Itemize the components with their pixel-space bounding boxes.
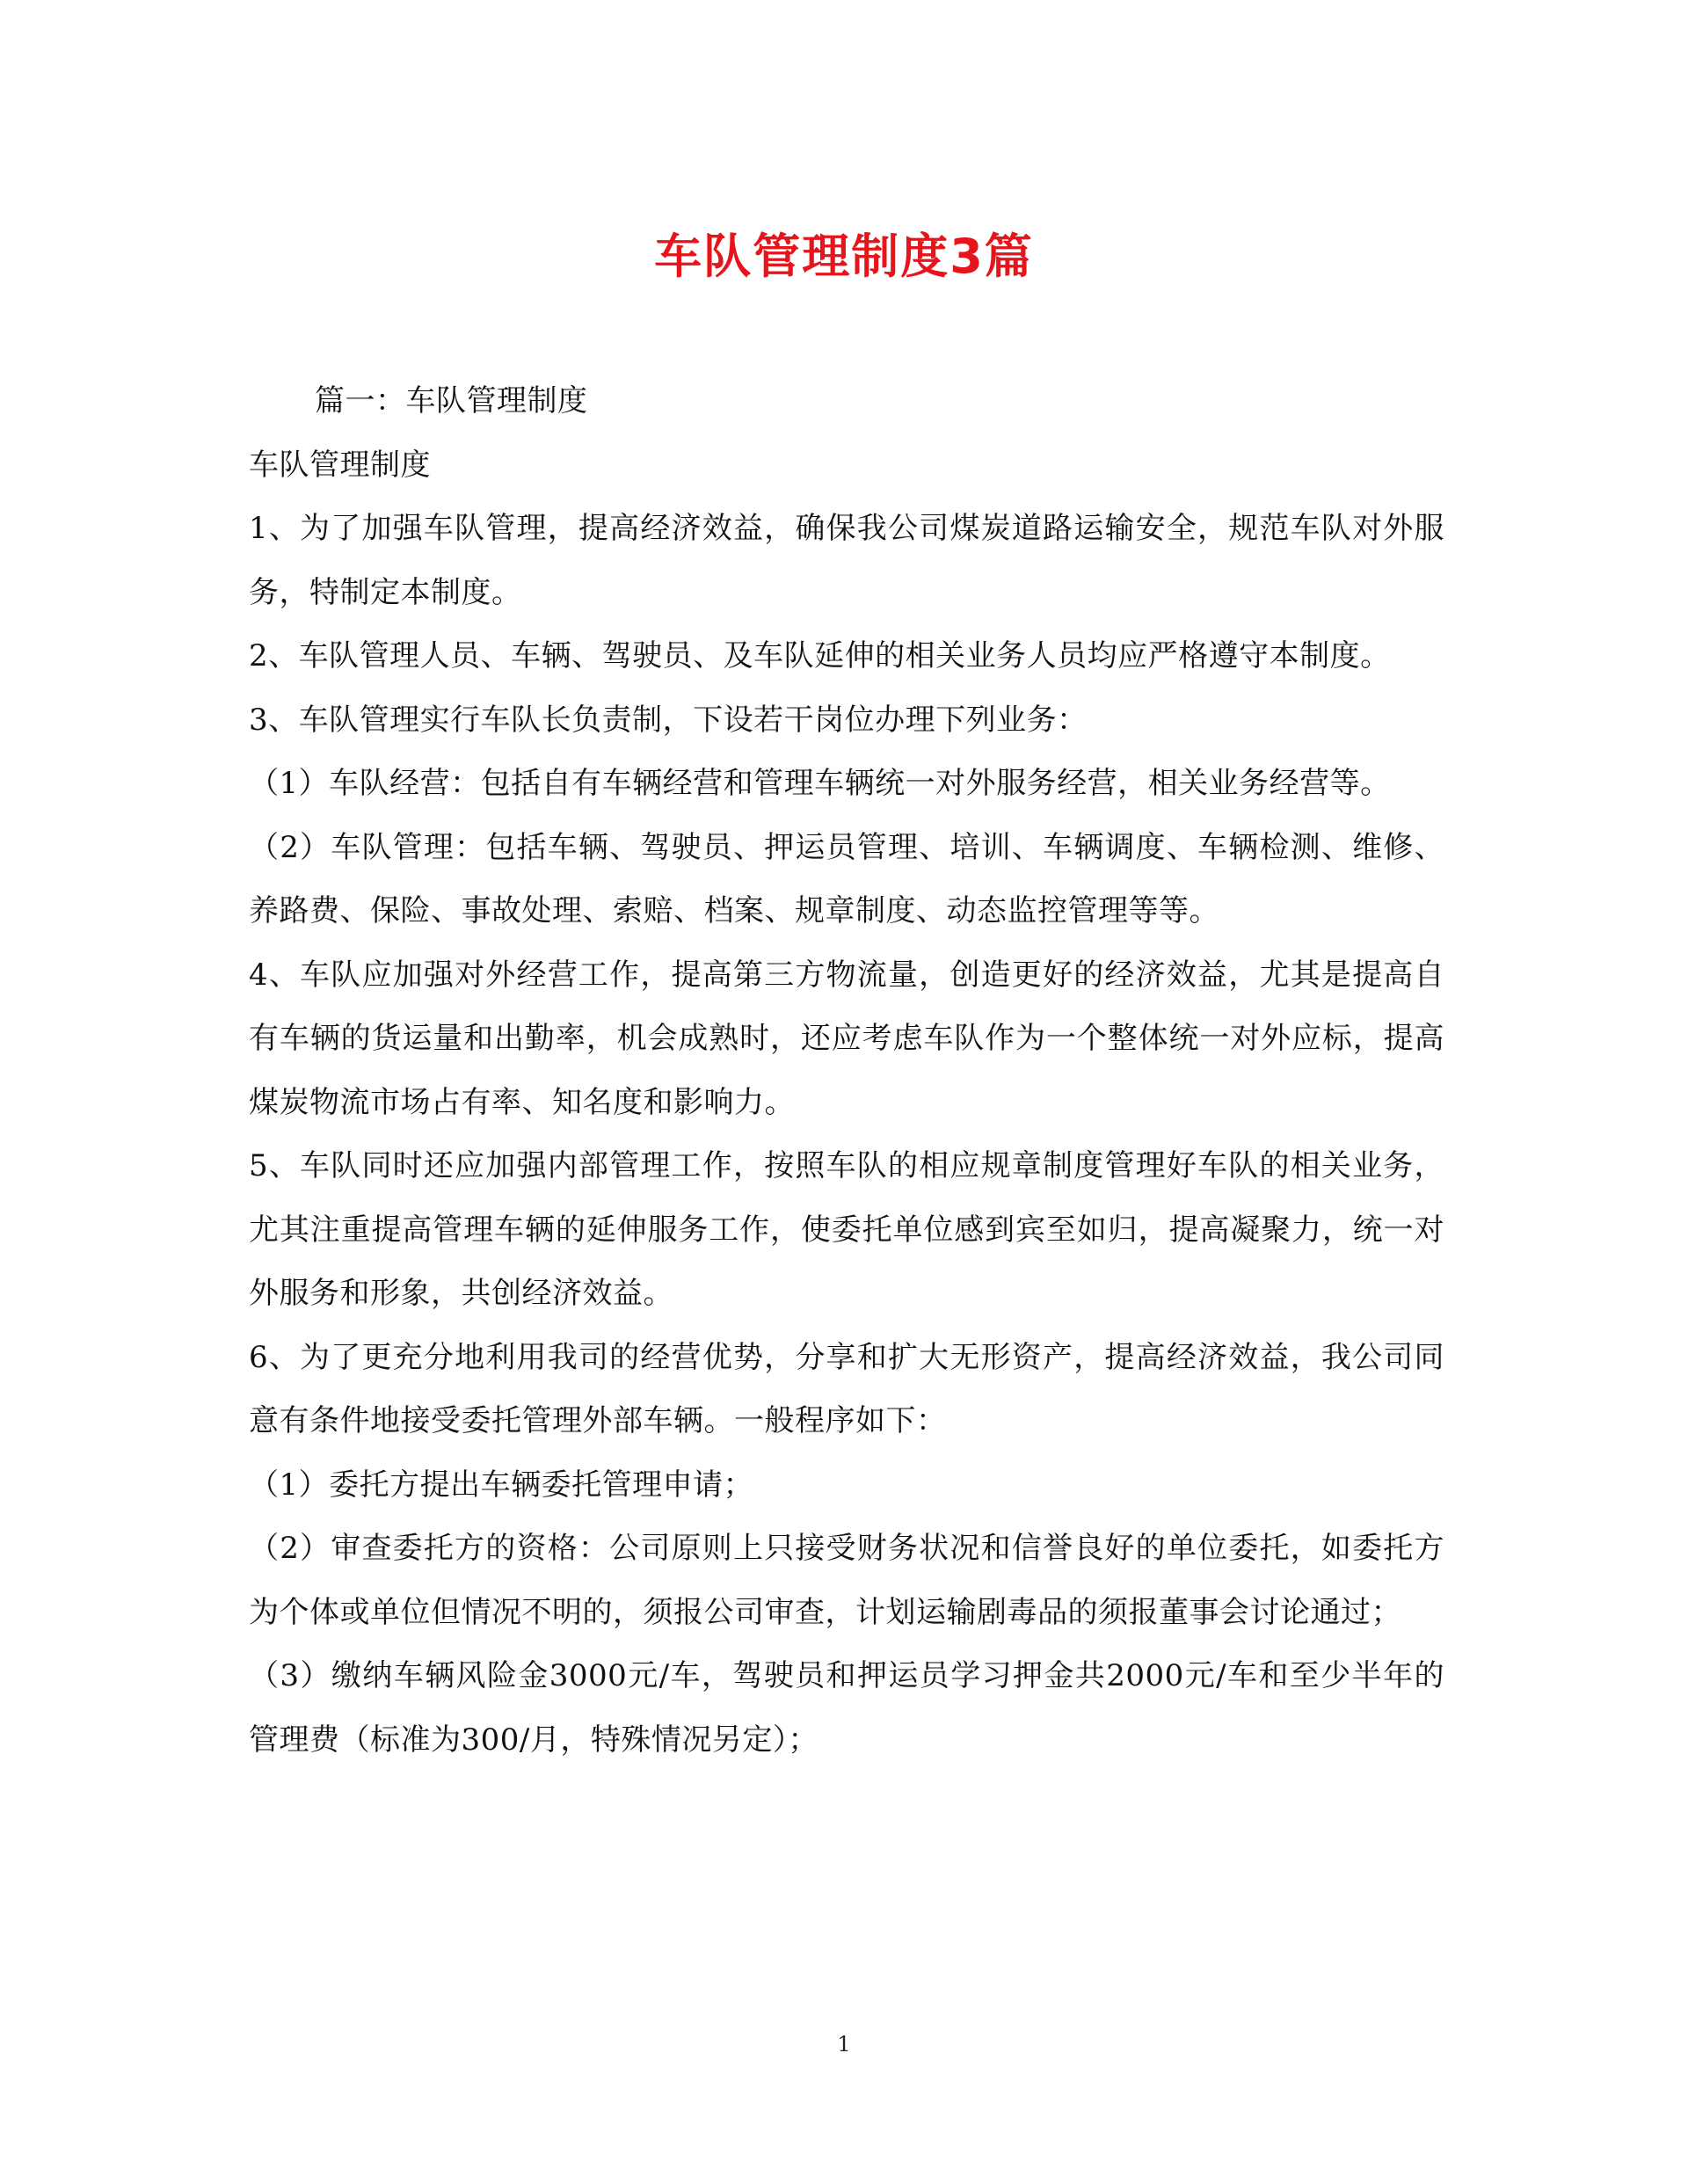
paragraph-subitem-3-1: （1）车队经营：包括自有车辆经营和管理车辆统一对外服务经营，相关业务经营等。 — [249, 766, 1391, 801]
paragraph-subitem-6-1: （1）委托方提出车辆委托管理申请； — [249, 1467, 754, 1503]
paragraph-item-5: 5、车队同时还应加强内部管理工作，按照车队的相应规章制度管理好车队的相关业务，尤其注重提高管理车辆的延伸服务工作，使委托单位感到宾至如归，提高凝聚力，统一对外服务和形象，共创经济效益。 — [249, 1148, 1444, 1311]
paragraph-subitem-6-3: （3）缴纳车辆风险金3000元/车，驾驶员和押运员学习押金共2000元/车和至少半年的管理费（标准为300/月，特殊情况另定）； — [249, 1658, 1444, 1758]
paragraph-item-2: 2、车队管理人员、车辆、驾驶员、及车队延伸的相关业务人员均应严格遵守本制度。 — [249, 638, 1391, 673]
subsection-heading: 车队管理制度 — [249, 447, 431, 483]
paragraph-subitem-3-2: （2）车队管理：包括车辆、驾驶员、押运员管理、培训、车辆调度、车辆检测、维修、养路费、保险、事故处理、索赔、档案、规章制度、动态监控管理等等。 — [249, 829, 1444, 928]
paragraph-item-3: 3、车队管理实行车队长负责制，下设若干岗位办理下列业务： — [249, 702, 1088, 738]
paragraph-subitem-6-2: （2）审查委托方的资格：公司原则上只接受财务状况和信誉良好的单位委托，如委托方为个体或单位但情况不明的，须报公司审查，计划运输剧毒品的须报董事会讨论通过； — [249, 1531, 1444, 1630]
document-body — [249, 369, 1444, 1772]
page-number: 1 — [837, 2032, 851, 2057]
document-title: 车队管理制度3篇 — [654, 229, 1034, 284]
section-heading: 篇一：车队管理制度 — [315, 383, 588, 419]
paragraph-item-6: 6、为了更充分地利用我司的经营优势，分享和扩大无形资产，提高经济效益，我公司同意有条件地接受委托管理外部车辆。一般程序如下： — [249, 1339, 1444, 1438]
paragraph-item-1: 1、为了加强车队管理，提高经济效益，确保我公司煤炭道路运输安全，规范车队对外服务，特制定本制度。 — [249, 511, 1444, 610]
paragraph-item-4: 4、车队应加强对外经营工作，提高第三方物流量，创造更好的经济效益，尤其是提高自有车辆的货运量和出勤率，机会成熟时，还应考虑车队作为一个整体统一对外应标，提高煤炭物流市场占有率、知名度和影响力。 — [249, 957, 1444, 1120]
